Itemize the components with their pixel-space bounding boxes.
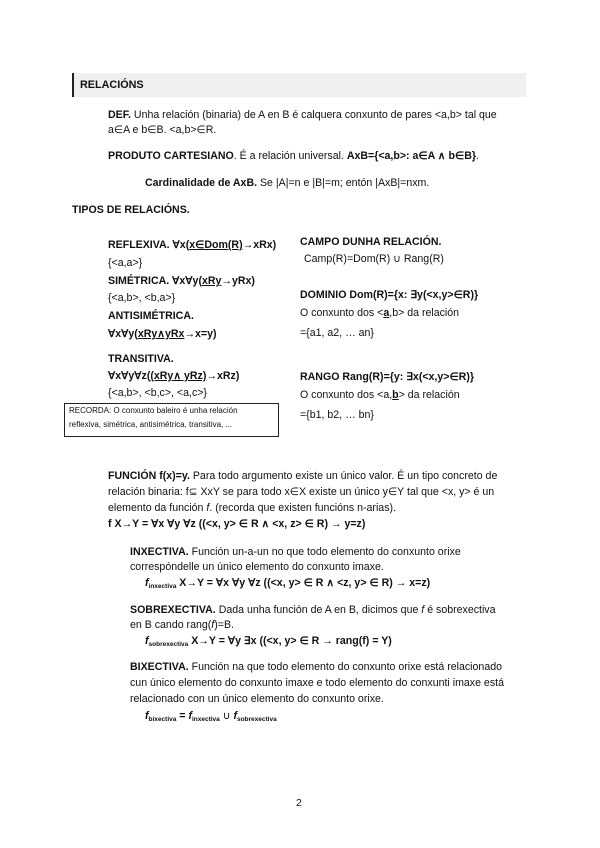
dominio-text-b: a [383,307,390,319]
def-text-1: Unha relación (binaria) de A en B é calquera conxunto de pares <a,b> tal que [130,109,497,121]
funcion-line-3 [108,501,396,515]
reflexiva-formula-c: →xRx) [242,239,277,251]
transitiva-example: {<a,b>, <b,c>, <a,c>} [108,387,207,399]
cardinalidade-label: Cardinalidade de AxB. [145,177,258,189]
dominio-text-c: ,b> da relación [389,307,460,319]
funcion-formula: f X→Y = ∀x ∀y ∀z ((<x, y> ∈ R ∧ <x, z> ∈ R) → y=z) [108,518,366,530]
campo-title: CAMPO DUNHA RELACIÓN. [300,236,442,248]
reflexiva-label: REFLEXIVA. [108,239,170,251]
sobrexectiva-text-1a: Dada unha función de A en B, dicimos que [215,604,422,616]
simetrica-formula-a: ∀x∀y( [169,275,202,287]
simetrica-label: SIMÉTRICA. [108,275,170,287]
dominio-set: ={a1, a2, … an} [300,327,374,339]
simetrica-line [108,274,255,288]
sobrexectiva-formula [145,634,392,648]
transitiva-formula [108,369,239,383]
inxectiva-line-2: correspóndelle un único elemento do conxunto imaxe. [130,561,384,573]
rango-set: ={b1, b2, … bn} [300,409,374,421]
funcion-text-3b: f [206,502,210,514]
campo-formula: Camp(R)=Dom(R) ∪ Rang(R) [304,253,444,265]
bixectiva-line-1 [130,660,502,674]
recorda-line-1: RECORDA: O conxunto baleiro é unha relación [69,406,238,415]
inxectiva-f: f [145,577,149,589]
sobrexectiva-text-2b: f [211,619,215,631]
rango-title: RANGO Rang(R)={y: ∃x(<x,y>∈R)} [300,371,474,383]
produto-line [108,149,479,163]
simetrica-formula-b: xRy [201,275,222,287]
produto-label: PRODUTO CARTESIANO [108,150,234,162]
rango-text-b: b [392,389,399,401]
rango-text-a: O conxunto dos <a, [300,389,393,401]
antisimetrica-formula-b: xRy∧yRx [137,328,185,340]
bixectiva-sub3: sobrexectiva [236,716,277,723]
funcion-text-3c: . (recorda que existen funcións n-arias). [209,502,396,514]
transitiva-formula-c: →xRz) [206,370,240,382]
transitiva-label: TRANSITIVA. [108,353,174,365]
inxectiva-sub: inxectiva [148,583,177,590]
bixectiva-eq: = [176,710,189,722]
produto-end: . [475,150,479,162]
tipos-title: TIPOS DE RELACIÓNS. [72,204,190,216]
inxectiva-text-1: Función un-a-un no que todo elemento do conxunto orixe [188,546,461,558]
cardinalidade-line [145,176,429,190]
page-number: 2 [296,797,302,809]
bixectiva-formula [145,709,277,723]
bixectiva-cup: ∪ [219,710,234,722]
section-title: RELACIÓNS [80,79,144,91]
produto-formula: AxB={<a,b>: a∈A ∧ b∈B} [346,150,476,162]
bixectiva-line-3: relacionado con un único elemento do conxunto orixe. [130,693,384,705]
sobrexectiva-line-2 [130,618,234,632]
funcion-line-1 [108,469,497,483]
section-header [72,73,526,97]
funcion-text-3a: elemento da función [108,502,207,514]
bixectiva-f3: f [233,710,237,722]
funcion-text-1: Para todo argumento existe un único valor. É un tipo concreto de [189,470,498,482]
produto-text: . É a relación universal. [233,150,347,162]
sobrexectiva-text-2a: en B cando rang( [130,619,212,631]
antisimetrica-formula [108,327,217,341]
sobrexectiva-sub: sobrexectiva [148,641,189,648]
bixectiva-f1: f [145,710,149,722]
funcion-label: FUNCIÓN f(x)=y. [108,470,190,482]
bixectiva-text-1: Función na que todo elemento do conxunto orixe está relacionado [188,661,502,673]
funcion-line-2: relación binaria: f⊆ XxY se para todo x∈X existe un único y∈Y tal que <x, y> é un [108,486,495,498]
rango-text [300,388,460,402]
sobrexectiva-f: f [145,635,149,647]
inxectiva-label: INXECTIVA. [130,546,189,558]
dominio-text-a: O conxunto dos < [300,307,384,319]
def-line-2: a∈A e b∈B. <a,b>∈R. [108,124,217,136]
rango-text-c: > da relación [398,389,460,401]
dominio-title: DOMINIO Dom(R)={x: ∃y(<x,y>∈R)} [300,289,479,301]
simetrica-example: {<a,b>, <b,a>} [108,292,176,304]
antisimetrica-formula-c: →x=y) [184,328,217,340]
reflexiva-formula-a: ∀x( [169,239,190,251]
bixectiva-sub2: inxectiva [191,716,220,723]
sobrexectiva-text-2c: )=B. [214,619,234,631]
bixectiva-f2: f [188,710,192,722]
sobrexectiva-line-1 [130,603,496,617]
def-label: DEF. [108,109,131,121]
reflexiva-example: {<a,a>} [108,257,143,269]
cardinalidade-text: Se |A|=n e |B|=m; entón |AxB|=nxm. [257,177,430,189]
transitiva-formula-b: (xRy∧ yRz) [150,370,207,382]
reflexiva-formula-b: x∈Dom(R) [189,239,243,251]
recorda-line-2: reflexiva, simétrica, antisimétrica, transitiva, ... [69,420,233,429]
dominio-text [300,306,459,320]
bixectiva-line-2: cun único elemento do conxunto imaxe e todo elemento do conxunti imaxe está [130,677,504,689]
inxectiva-line-1 [130,545,461,559]
recorda-box [64,403,279,437]
sobrexectiva-label: SOBREXECTIVA. [130,604,216,616]
bixectiva-label: BIXECTIVA. [130,661,189,673]
transitiva-formula-a: ∀x∀y∀z( [108,370,151,382]
bixectiva-sub1: bixectiva [148,716,177,723]
def-line-1 [108,108,497,122]
inxectiva-formula-text: X→Y = ∀x ∀y ∀z ((<x, y> ∈ R ∧ <z, y> ∈ R) → x=z) [176,577,431,589]
reflexiva-line [108,238,276,252]
antisimetrica-label: ANTISIMÉTRICA. [108,310,194,322]
inxectiva-formula [145,576,430,590]
sobrexectiva-text-1b: f [421,604,425,616]
sobrexectiva-text-1c: é sobrexectiva [424,604,496,616]
sobrexectiva-formula-text: X→Y = ∀y ∃x ((<x, y> ∈ R → rang(f) = Y) [188,635,392,647]
antisimetrica-formula-a: ∀x∀y( [108,328,138,340]
simetrica-formula-c: →yRx) [221,275,255,287]
